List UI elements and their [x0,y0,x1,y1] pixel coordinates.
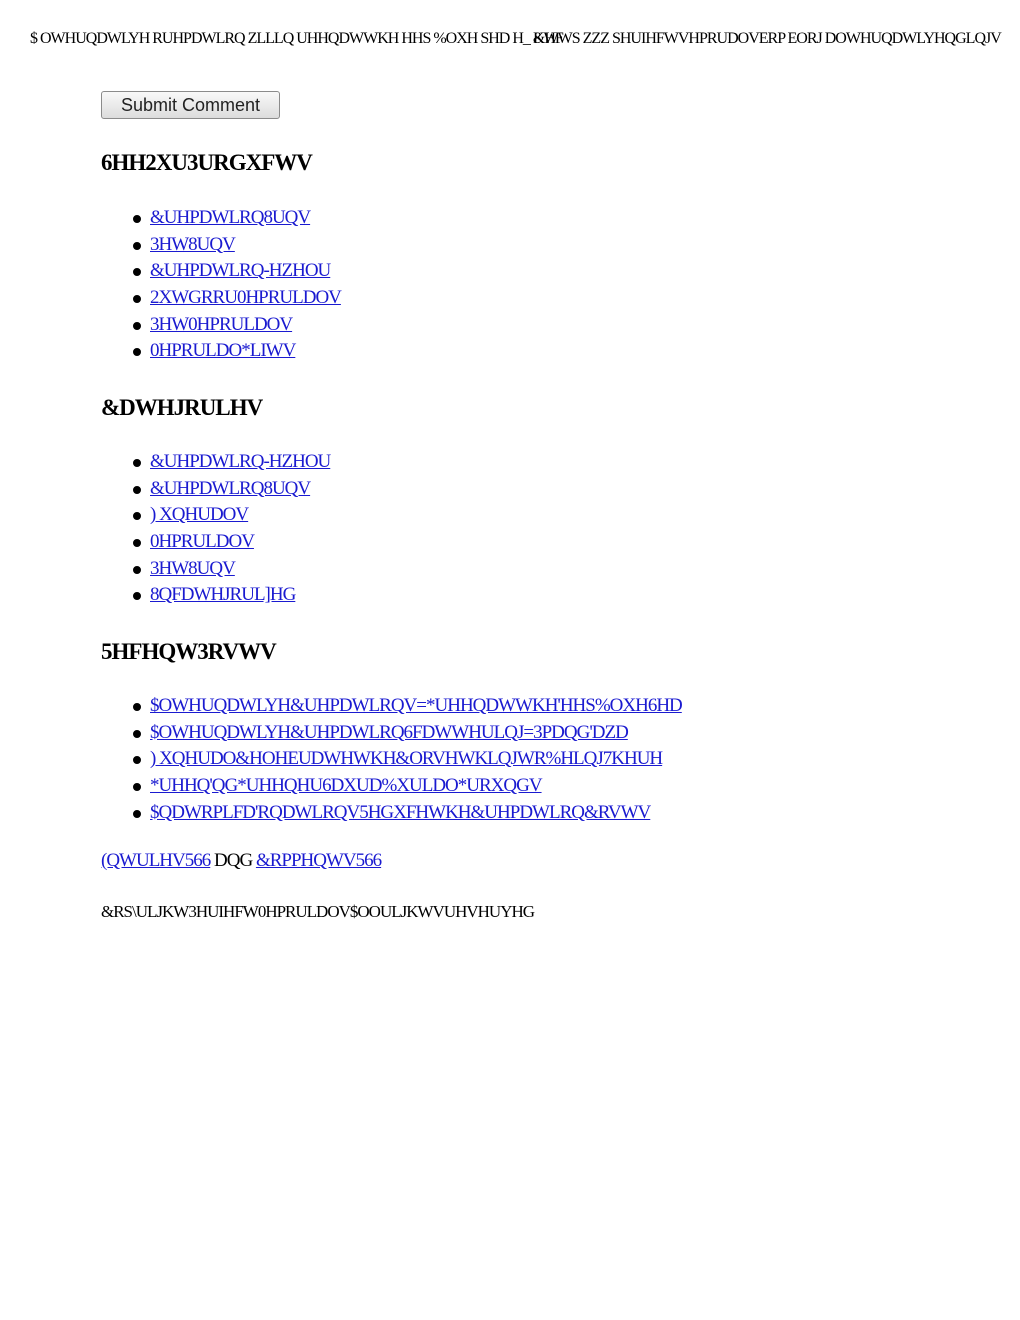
recent-posts-heading: 5HFHQW3RVWV [101,639,276,664]
product-link[interactable]: &UHPDWLRQ-HZHOU [150,260,331,282]
category-link[interactable]: ) XQHUDOV [150,504,249,526]
bullet-icon [133,539,141,547]
categories-list [101,451,330,611]
bullet-icon [133,566,141,574]
bullet-icon [133,215,141,223]
product-link[interactable]: &UHPDWLRQ8UQV [150,207,311,228]
products-heading: 6HH2XU3URGXFWV [101,150,312,175]
bullet-icon [133,295,141,303]
list-item [101,504,330,531]
bullet-icon [133,268,141,276]
categories-heading: &DWHJRULHV [101,395,263,420]
bullet-icon [133,486,141,494]
bullet-icon [133,756,141,764]
list-item [101,287,341,314]
category-link[interactable]: 3HW8UQV [150,557,235,579]
submit-comment-button[interactable]: Submit Comment [101,91,280,119]
copyright-notice: &RS\ULJKW3HUIHFW0HPRULDOV$OOULJKWVUHVHUYHG [101,902,535,921]
list-item [101,260,341,287]
recent-post-link[interactable]: $QDWRPLFD'RQDWLRQV5HGXFHWKH&UHPDWLRQ&RVWV [150,801,651,823]
list-item [101,451,330,478]
list-item [101,340,341,367]
feed-links [101,850,381,872]
bullet-icon [133,783,141,791]
bullet-icon [133,592,141,600]
list-item [101,722,682,749]
recent-posts-list [101,695,682,828]
product-link[interactable]: 2XWGRRU0HPRULDOV [150,287,341,309]
category-link[interactable]: &UHPDWLRQ-HZHOU [150,451,331,472]
list-item [101,558,330,585]
bullet-icon [133,810,141,818]
list-item [101,478,330,505]
bullet-icon [133,322,141,330]
feed-links-separator: DQG [214,850,253,871]
product-link[interactable]: 3HW0HPRULDOV [150,313,293,335]
list-item [101,584,330,611]
recent-post-link[interactable]: $OWHUQDWLYH&UHPDWLRQ6FDWWHULQJ=3PDQG'DZD [150,721,628,743]
comments-rss-link[interactable]: &RPPHQWV566 [255,850,382,871]
list-item [101,802,682,829]
bullet-icon [133,512,141,520]
list-item [101,775,682,802]
products-list [101,207,341,367]
bullet-icon [133,459,141,467]
recent-post-link[interactable]: *UHHQ'QG*UHHQHU6DXUD%XULDO*URXQGV [150,775,542,797]
category-link[interactable]: 0HPRULDOV [150,531,254,553]
entries-rss-link[interactable]: (QWULHV566 [101,850,211,871]
bullet-icon [133,730,141,738]
list-item [101,314,341,341]
print-header-left: $ OWHUQDWLYH RUHPDWLRQ ZLLLQ UHHQDWWKH HHS %OXH SHD H_ &HF [30,30,563,47]
bullet-icon [133,242,141,250]
bullet-icon [133,703,141,711]
recent-post-link[interactable]: $OWHUQDWLYH&UHPDWLRQV=*UHHQDWWKH'HHS%OXH6HD [150,695,682,716]
list-item [101,234,341,261]
print-header-url: KWWS ZZZ SHUIHFWVHPRUDOVERP EORJ DOWHUQDWLYHQGLQJV [533,30,1001,47]
list-item [101,695,682,722]
list-item [101,748,682,775]
list-item [101,207,341,234]
recent-post-link[interactable]: ) XQHUDO&HOHEUDWHWKH&ORVHWKLQJWR%HLQJ7KHUH [150,748,663,770]
product-link[interactable]: 0HPRULDO*LIWV [150,340,296,362]
category-link[interactable]: 8QFDWHJRUL]HG [150,584,296,606]
bullet-icon [133,348,141,356]
product-link[interactable]: 3HW8UQV [150,233,235,255]
category-link[interactable]: &UHPDWLRQ8UQV [150,477,311,499]
list-item [101,531,330,558]
